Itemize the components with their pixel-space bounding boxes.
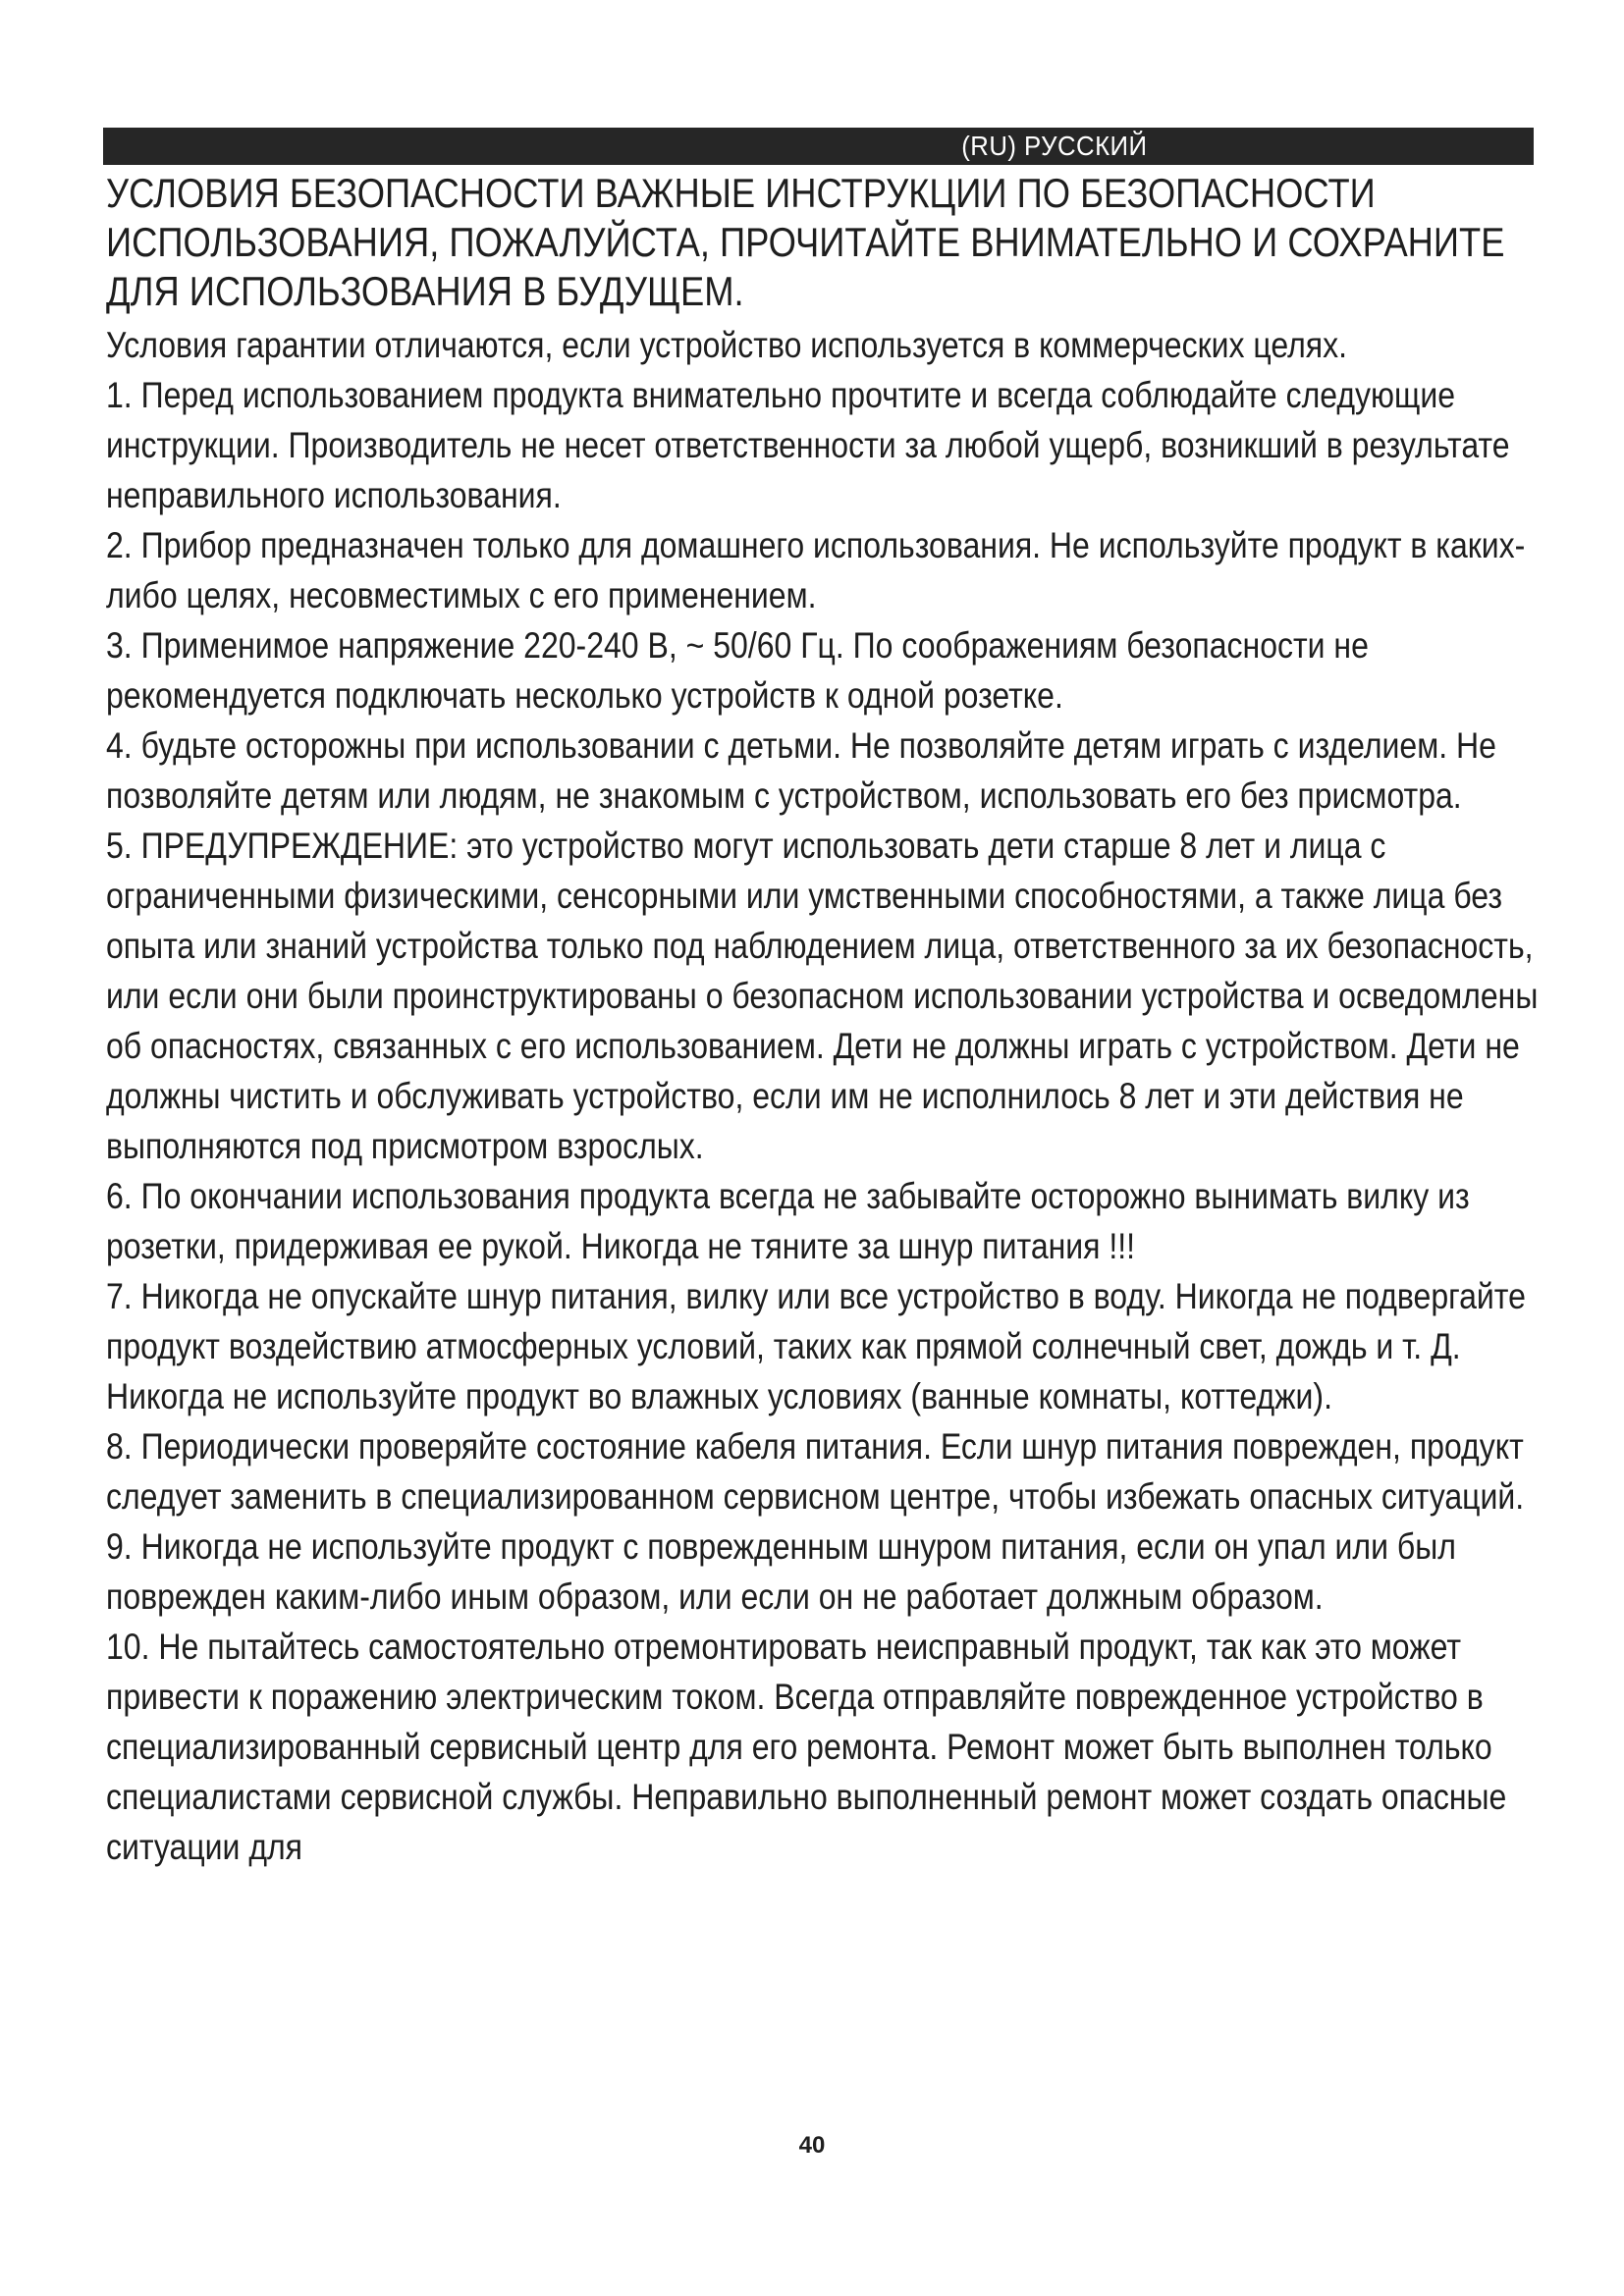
- instruction-item-2: 2. Прибор предназначен только для домашнего использования. Не используйте продукт в каких-либо целях, несовместимых с его применением.: [106, 525, 1526, 615]
- instruction-item-7: 7. Никогда не опускайте шнур питания, вилку или все устройство в воду. Никогда не подвергайте продукт воздействию атмосферных условий, таких как прямой солнечный свет, дождь и т. Д. Никогда не используйте продукт во влажных условиях (ванные комнаты, коттеджи).: [106, 1276, 1526, 1416]
- language-header-bar: [103, 128, 1534, 165]
- instruction-item-10: 10. Не пытайтесь самостоятельно отремонтировать неисправный продукт, так как это может привести к поражению электрическим током. Всегда отправляйте поврежденное устройство в специализированный сервисный центр для его ремонта. Ремонт может быть выполнен только специалистами сервисной службы. Неправильно выполненный ремонт может создать опасные ситуации для: [106, 1627, 1507, 1867]
- instruction-item-6: 6. По окончании использования продукта всегда не забывайте осторожно вынимать вилку из розетки, придерживая ее рукой. Никогда не тяните за шнур питания !!!: [106, 1176, 1470, 1266]
- warranty-intro: Условия гарантии отличаются, если устройство используется в коммерческих целях.: [106, 325, 1347, 365]
- safety-heading: УСЛОВИЯ БЕЗОПАСНОСТИ ВАЖНЫЕ ИНСТРУКЦИИ ПО БЕЗОПАСНОСТИ ИСПОЛЬЗОВАНИЯ, ПОЖАЛУЙСТА, ПРОЧИТАЙТЕ ВНИМАТЕЛЬНО И СОХРАНИТЕ ДЛЯ ИСПОЛЬЗОВАНИЯ В БУДУЩЕМ.: [106, 170, 1505, 314]
- instruction-item-1: 1. Перед использованием продукта внимательно прочтите и всегда соблюдайте следующие инструкции. Производитель не несет ответственности за любой ущерб, возникший в результате неправильного использования.: [106, 375, 1510, 515]
- language-label: (RU) РУССКИЙ: [960, 131, 1148, 161]
- instruction-item-8: 8. Периодически проверяйте состояние кабеля питания. Если шнур питания поврежден, продукт следует заменить в специализированном сервисном центре, чтобы избежать опасных ситуаций.: [106, 1426, 1525, 1517]
- instruction-item-4: 4. будьте осторожны при использовании с детьми. Не позволяйте детям играть с изделием. Не позволяйте детям или людям, не знакомым с устройством, использовать его без присмотра.: [106, 725, 1496, 816]
- instruction-item-5: 5. ПРЕДУПРЕЖДЕНИЕ: это устройство могут использовать дети старше 8 лет и лица с ограниченными физическими, сенсорными или умственными способностями, а также лица без опыта или знаний устройства только под наблюдением лица, ответственного за их безопасность, или если они были проинструктированы о безопасном использовании устройства и осведомлены об опасностях, связанных с его использованием. Дети не должны играть с устройством. Дети не должны чистить и обслуживать устройство, если им не исполнилось 8 лет и эти действия не выполняются под присмотром взрослых.: [106, 826, 1539, 1166]
- document-body: [106, 169, 1540, 1872]
- page-number: 40: [798, 2132, 826, 2159]
- instruction-item-9: 9. Никогда не используйте продукт с поврежденным шнуром питания, если он упал или был поврежден каким-либо иным образом, или если он не работает должным образом.: [106, 1526, 1456, 1617]
- text-column: [106, 169, 1542, 1872]
- instruction-item-3: 3. Применимое напряжение 220-240 В, ~ 50/60 Гц. По соображениям безопасности не рекомендуется подключать несколько устройств к одной розетке.: [106, 625, 1369, 716]
